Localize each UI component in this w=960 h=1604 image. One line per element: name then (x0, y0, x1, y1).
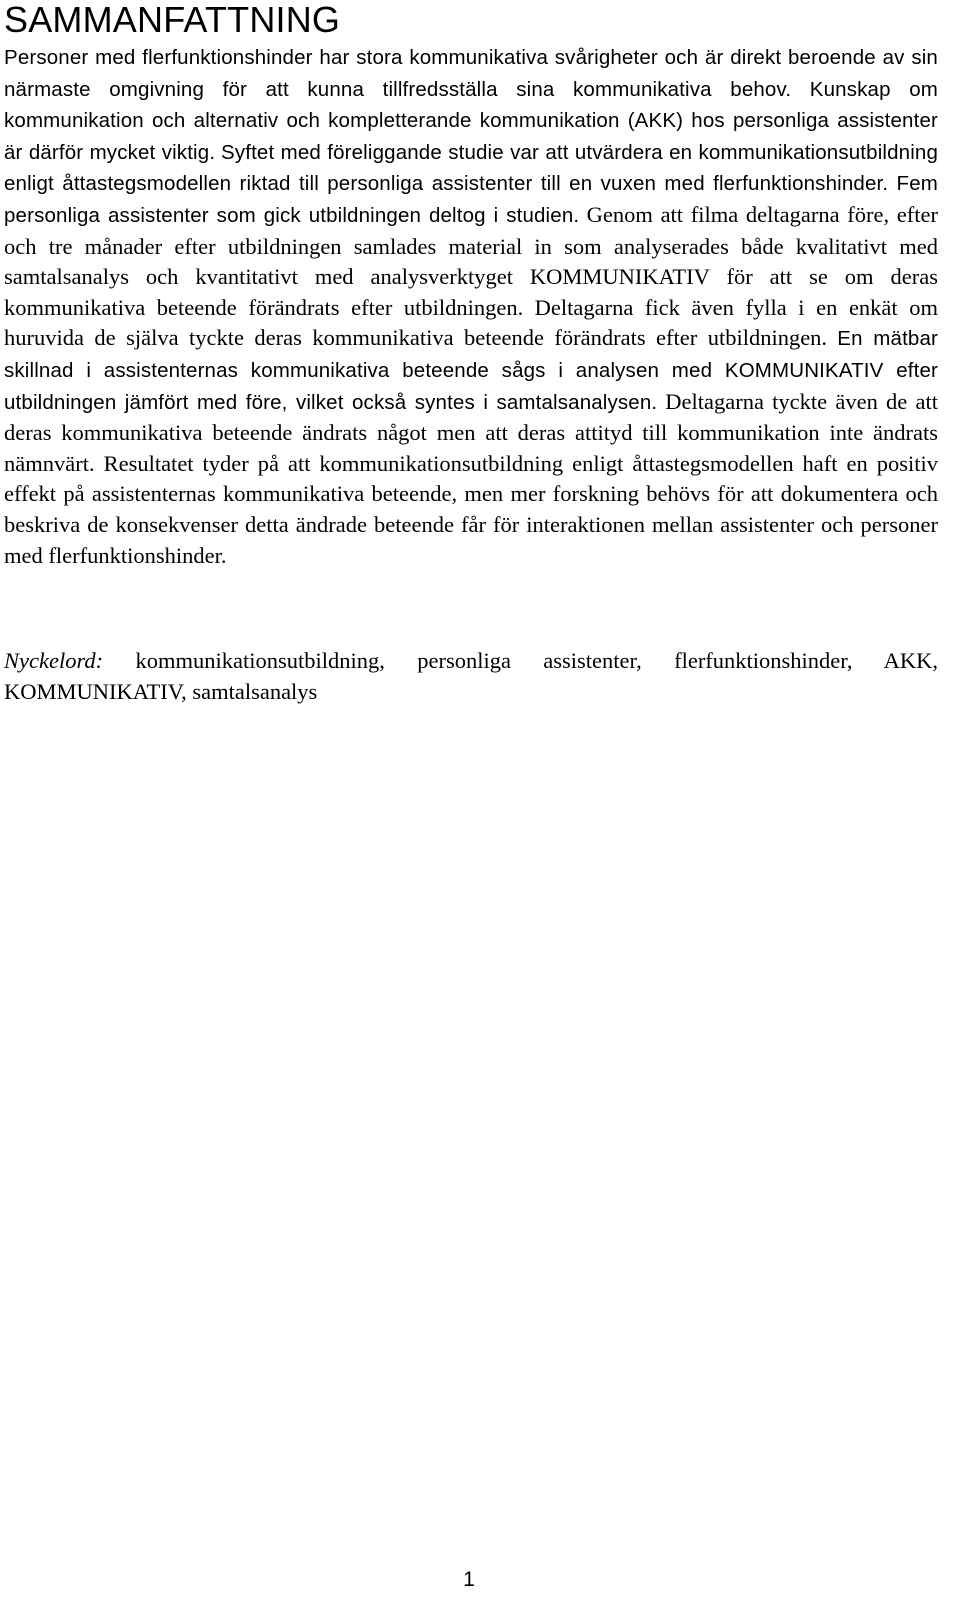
abstract-paragraph (4, 42, 938, 571)
page-number: 1 (463, 1568, 475, 1591)
abstract-sentence-difference: En mätbar skillnad i assistenternas kommunikativa beteende sågs i analysen med KOMMUNIKATIV efter utbildningen jämfört med före, vilket också syntes i samtalsanalysen. (4, 327, 939, 414)
keywords-text: kommunikationsutbildning, personliga assistenter, flerfunktionshinder, AKK, KOMMUNIKATIV, samtalsanalys (4, 648, 938, 704)
abstract-sentence-aim: Syftet med föreliggande studie var att utvärdera en kommunikationsutbildning enligt åttastegsmodellen riktad till personliga assistenter till en vuxen med flerfunktionshinder. Fem personliga assistenter som gick utbildningen deltog i studien. (4, 140, 939, 227)
keywords-line (4, 646, 938, 707)
keywords-label: Nyckelord: (4, 648, 104, 673)
page-title: SAMMANFATTNING (4, 0, 341, 40)
abstract-sentence-intro: Personer med flerfunktionshinder har stora kommunikativa svårigheter och är direkt beroende av sin närmaste omgivning för att kunna tillfredsställa sina kommunikativa behov. Kunskap om kommunikation och alternativ och kompletterande kommunikation (AKK) hos personliga assistenter är därför mycket viktig. (4, 46, 938, 164)
abstract-sentence-method: Genom att filma deltagarna före, efter och tre månader efter utbildningen samlades material in som analyserades både kvalitativt med samtalsanalys och kvantitativt med analysverktyget KOMMUNIKATIV för att se om deras kommunikativa beteende förändrats efter utbildningen. (4, 201, 938, 320)
abstract-sentence-survey: Deltagarna fick även fylla i en enkät om huruvida de själva tyckte deras kommunikativa beteende förändrats efter utbildningen. (4, 294, 938, 351)
abstract-sentence-result: Deltagarna tyckte även de att deras kommunikativa beteende ändrats något men att deras attityd till kommunikation inte ändrats nämnvärt. Resultatet tyder på att kommunikationsutbildning enligt åttastegsmodellen haft en positiv effekt på assistenternas kommunikativa beteende, men mer forskning behövs för att dokumentera och beskriva de konsekvenser detta ändrade beteende får för interaktionen mellan assistenter och personer med flerfunktionshinder. (4, 388, 939, 568)
